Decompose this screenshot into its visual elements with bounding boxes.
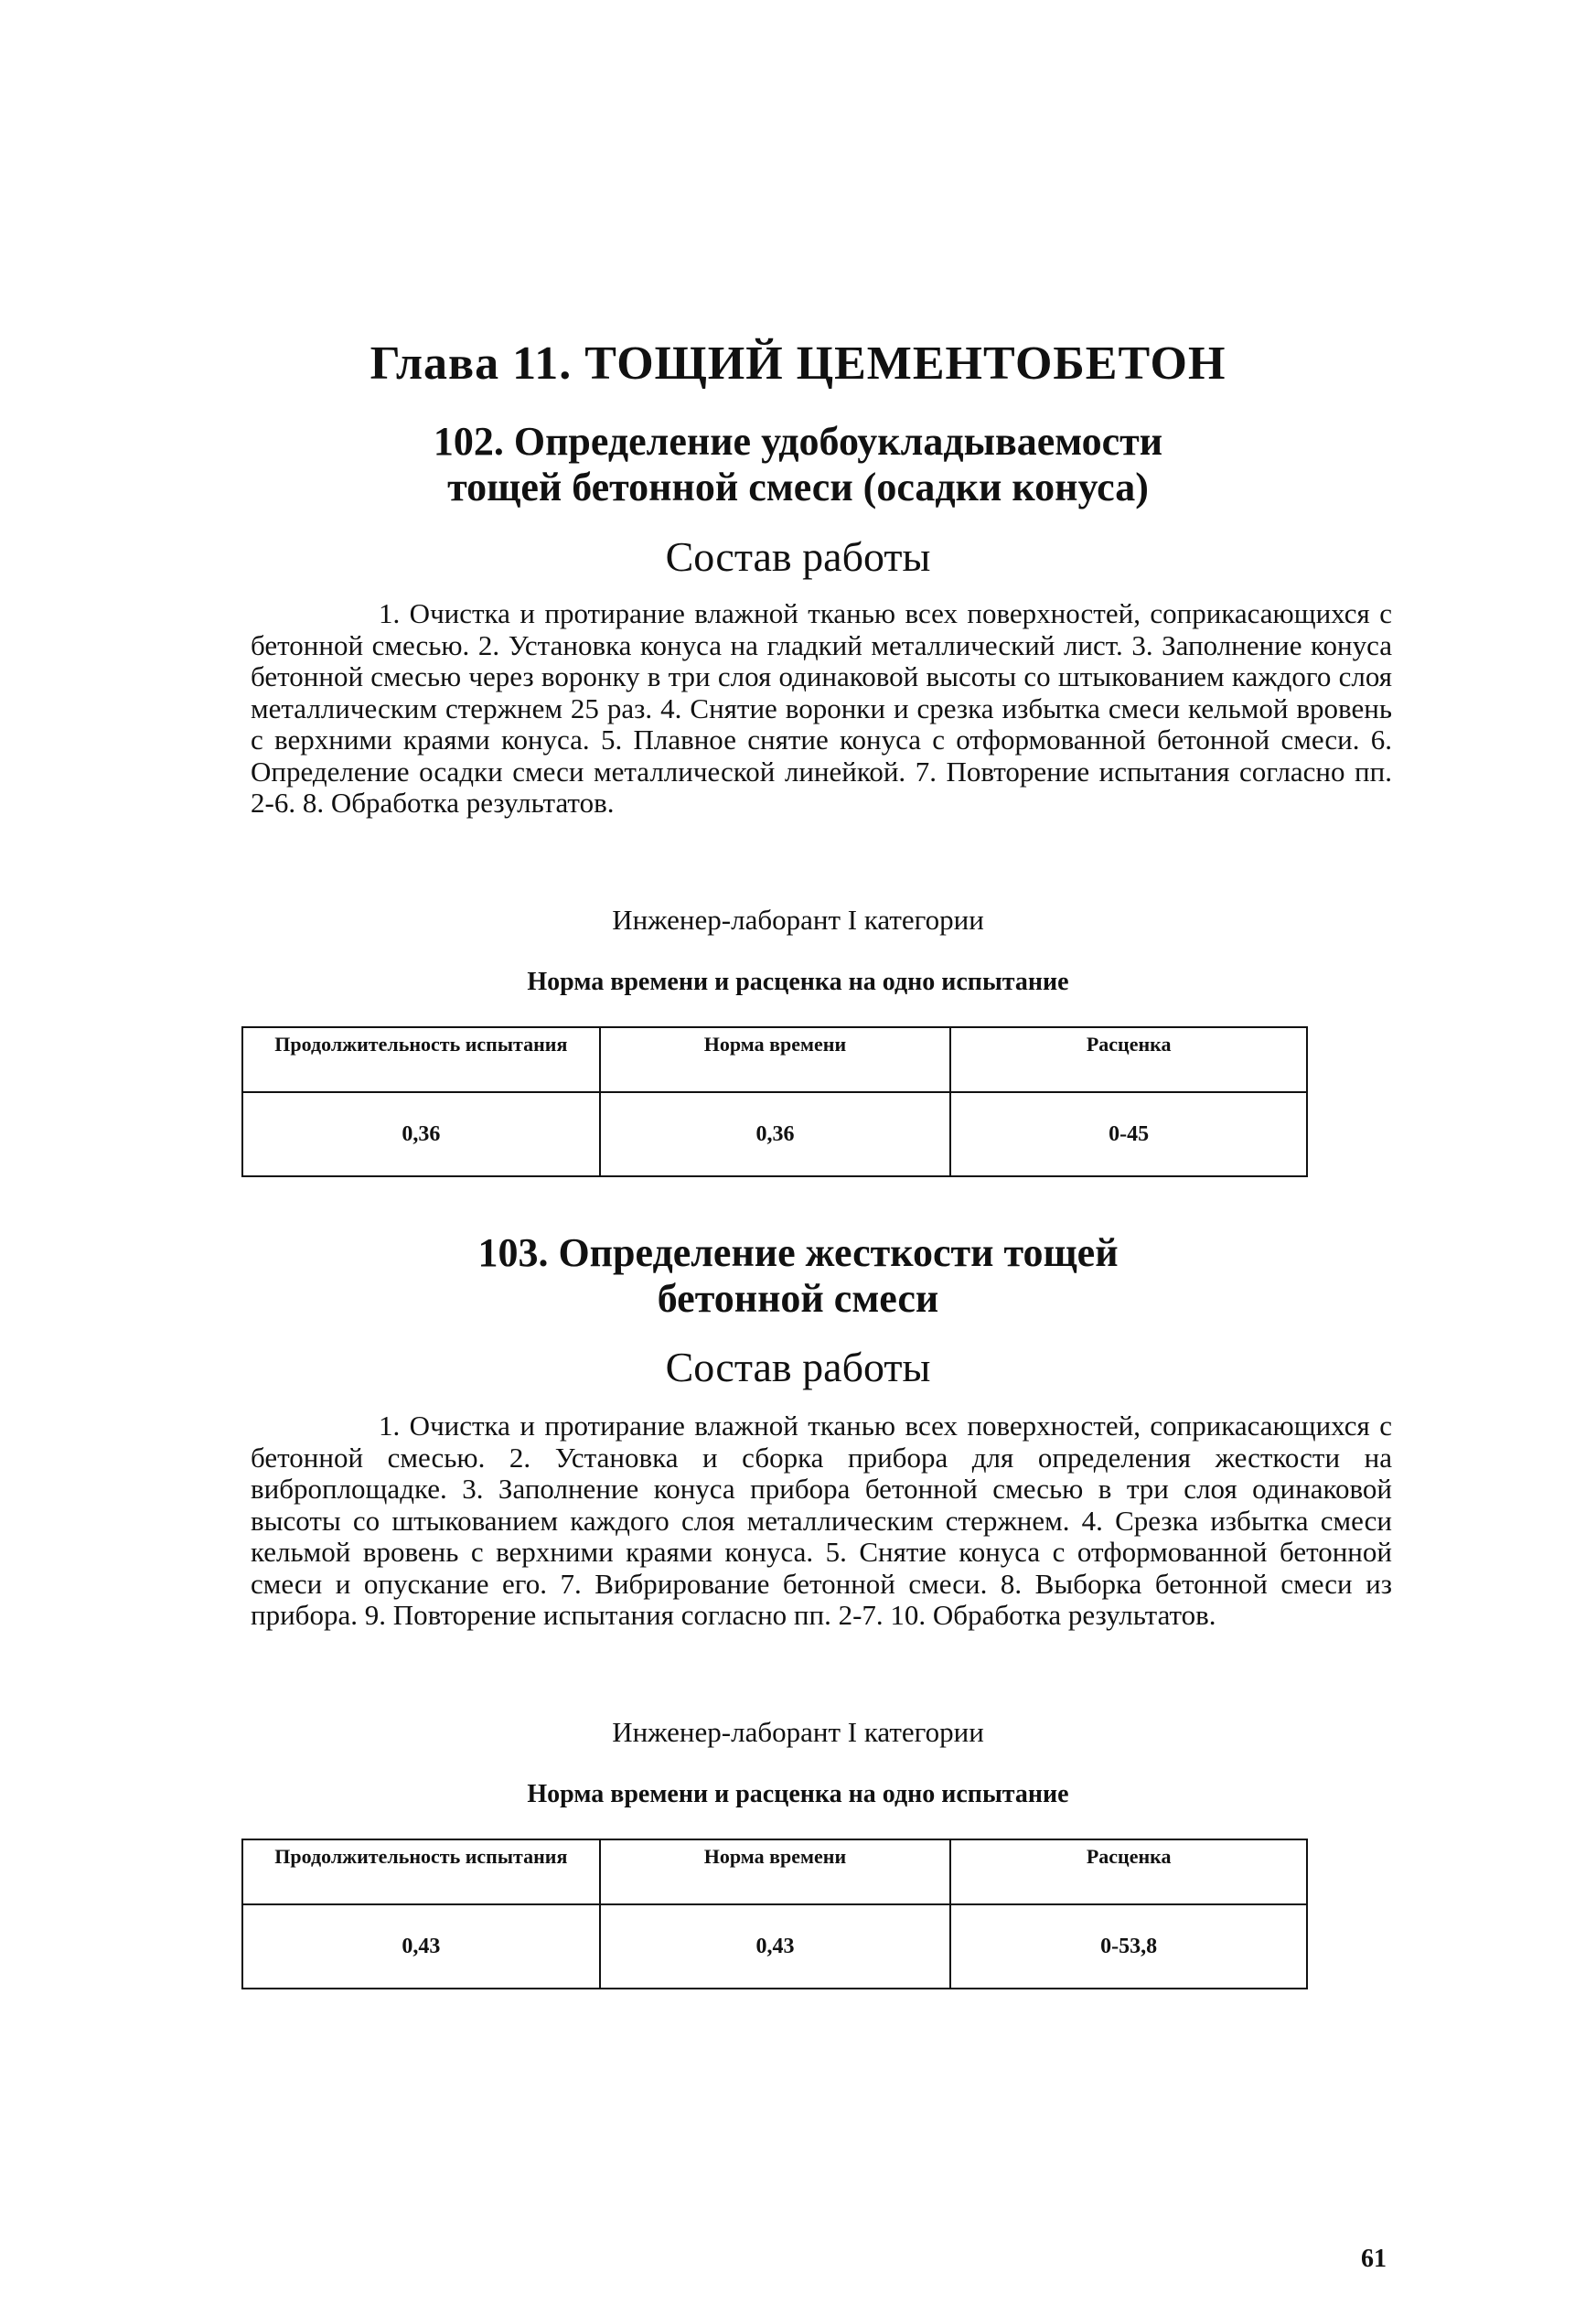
section-title-line: бетонной смеси bbox=[657, 1276, 939, 1321]
work-composition-text: 1. Очистка и протирание влажной тканью всех поверхностей, соприкасающихся с бетонной смесью. 2. Установка конуса на гладкий металлический лист. 3. Заполнение конуса бетонной смесью через воронку в три слоя одинаковой высоты со штыкованием каждого слоя металлическим стержнем 25 раз. 4. Снятие воронки и срезка избытка смеси кельмой вровень с верхними краями конуса. 5. Плавное снятие конуса с отформованной бетонной смеси. 6. Определение осадки смеси металлической линейкой. 7. Повторение испытания согласно пп. 2-6. 8. Обработка результатов. bbox=[251, 597, 1392, 819]
header-duration: Продолжительность испытания bbox=[242, 1839, 600, 1904]
table-header-row bbox=[242, 1027, 1307, 1092]
page-number: 61 bbox=[1361, 2245, 1387, 2273]
value-time-norm: 0,36 bbox=[600, 1092, 951, 1176]
value-duration: 0,43 bbox=[242, 1904, 600, 1989]
norm-table bbox=[241, 1026, 1308, 1177]
table-row bbox=[242, 1092, 1307, 1176]
section-title-line: 102. Определение удобоукладываемости bbox=[433, 419, 1163, 464]
value-rate: 0-53,8 bbox=[950, 1904, 1307, 1989]
table-header-row bbox=[242, 1839, 1307, 1904]
work-composition-text: 1. Очистка и протирание влажной тканью всех поверхностей, соприкасающихся с бетонной смесью. 2. Установка и сборка прибора для определения жесткости на виброплощадке. 3. Заполнение конуса прибора бетонной смесью в три слоя одинаковой высоты со штыкованием каждого слоя металлическим стержнем. 4. Срезка избытка смеси кельмой вровень с верхними краями конуса. 5. Снятие конуса с отформованной бетонной смеси и опускание его. 7. Вибрирование бетонной смеси. 8. Выборка бетонной смеси из прибора. 9. Повторение испытания согласно пп. 2-7. 10. Обработка результатов. bbox=[251, 1410, 1392, 1631]
norm-table-caption: Норма времени и расценка на одно испытание bbox=[527, 968, 1069, 996]
section-title-line: тощей бетонной смеси (осадки конуса) bbox=[447, 465, 1149, 509]
value-time-norm: 0,43 bbox=[600, 1904, 951, 1989]
header-rate: Расценка bbox=[950, 1839, 1307, 1904]
header-rate: Расценка bbox=[950, 1027, 1307, 1092]
table-row bbox=[242, 1904, 1307, 1989]
performer-role: Инженер-лаборант I категории bbox=[612, 1716, 984, 1748]
value-duration: 0,36 bbox=[242, 1092, 600, 1176]
section-102-title bbox=[0, 419, 1596, 510]
section-title-line: 103. Определение жесткости тощей bbox=[477, 1230, 1119, 1275]
chapter-title: Глава 11. ТОЩИЙ ЦЕМЕНТОБЕТОН bbox=[370, 338, 1226, 390]
norm-table-caption: Норма времени и расценка на одно испытание bbox=[527, 1780, 1069, 1808]
work-composition-heading: Состав работы bbox=[665, 1344, 931, 1390]
header-time-norm: Норма времени bbox=[600, 1027, 951, 1092]
norm-table bbox=[241, 1839, 1308, 1989]
work-composition-heading: Состав работы bbox=[665, 533, 931, 580]
performer-role: Инженер-лаборант I категории bbox=[612, 904, 984, 936]
value-rate: 0-45 bbox=[950, 1092, 1307, 1176]
header-time-norm: Норма времени bbox=[600, 1839, 951, 1904]
header-duration: Продолжительность испытания bbox=[242, 1027, 600, 1092]
section-103-title bbox=[0, 1230, 1596, 1322]
